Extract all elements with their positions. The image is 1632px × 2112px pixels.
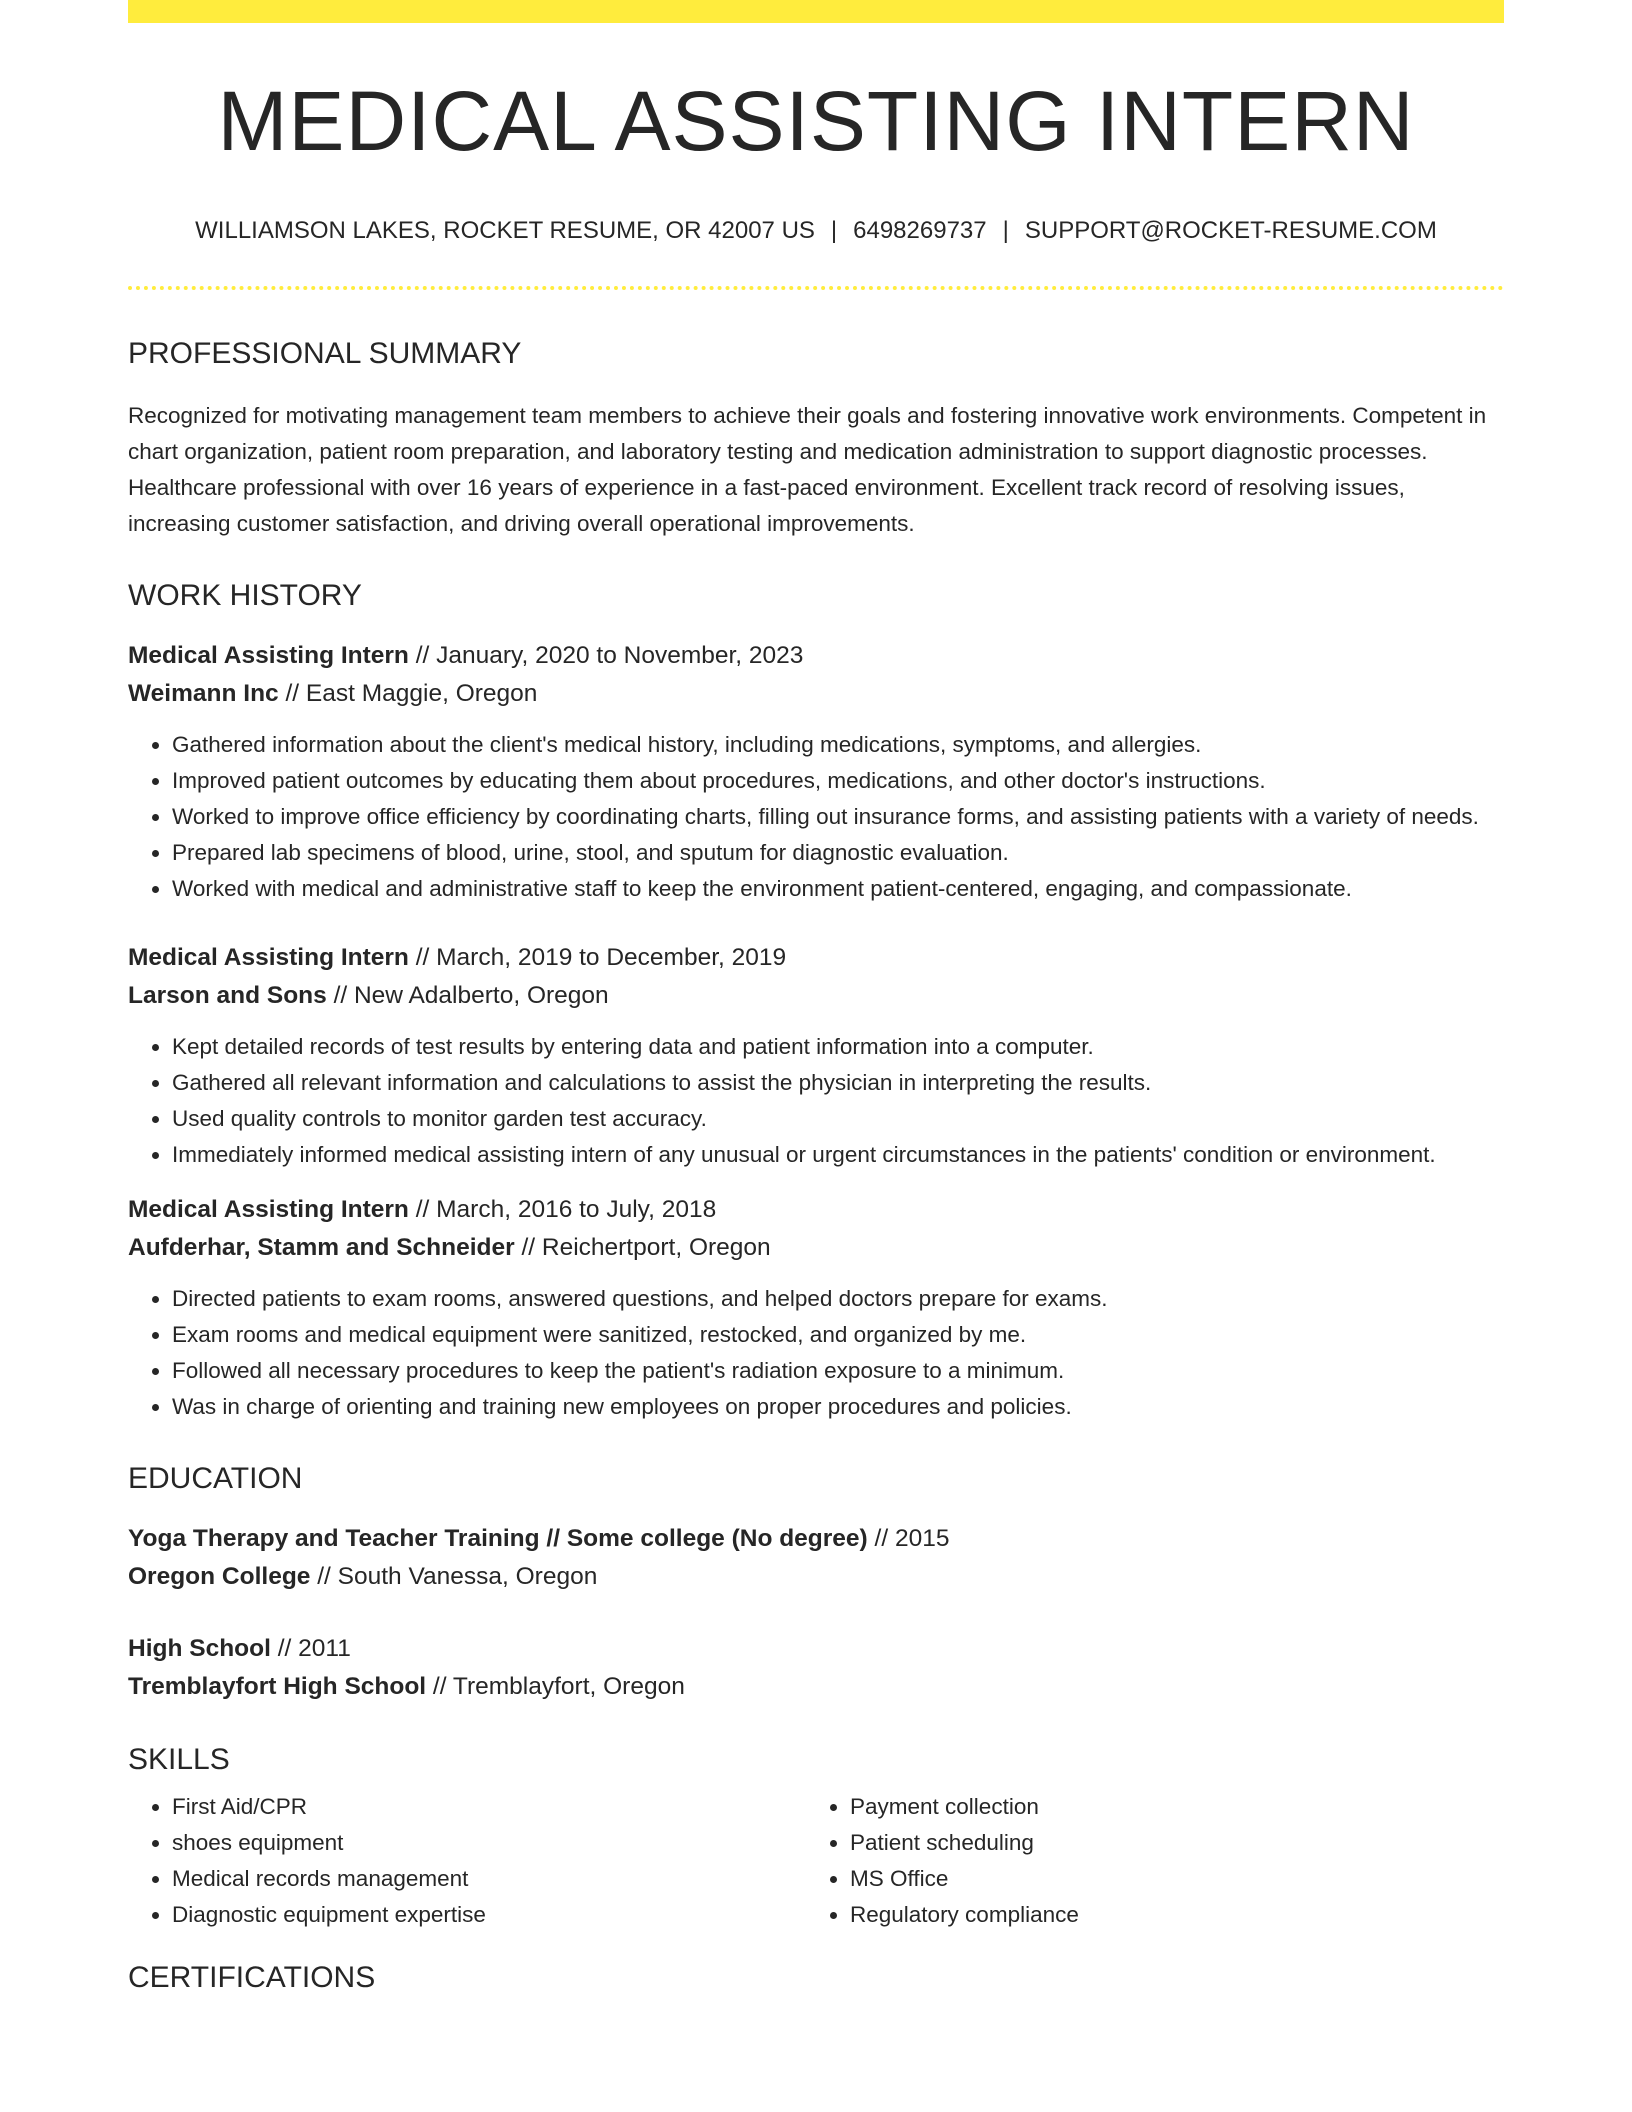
education-school: Tremblayfort High School <box>128 1672 427 1700</box>
job-bullets <box>128 1029 1504 1173</box>
job-title-line <box>128 637 1504 675</box>
education-year: // 2015 <box>867 1524 950 1552</box>
job-bullet: • Exam rooms and medical equipment were sanitized, restocked, and organized by me. <box>172 1317 1504 1353</box>
job-bullets <box>128 1281 1504 1425</box>
job-bullet: • Followed all necessary procedures to keep the patient's radiation exposure to a minimum. <box>172 1353 1504 1389</box>
education-school-line <box>128 1668 1504 1706</box>
job-entry <box>128 1191 1504 1425</box>
job-company-line <box>128 977 1504 1015</box>
job-bullet: • Worked to improve office efficiency by coordinating charts, filling out insurance forms, and assisting patients with a variety of needs. <box>172 799 1504 835</box>
job-bullet: • Improved patient outcomes by educating them about procedures, medications, and other doctor's instructions. <box>172 763 1504 799</box>
job-title: Medical Assisting Intern <box>128 1195 409 1223</box>
top-accent-bar <box>128 0 1504 23</box>
education-school: Oregon College <box>128 1562 311 1590</box>
education-year: // 2011 <box>270 1634 351 1662</box>
education-entry <box>128 1630 1504 1706</box>
job-location: // New Adalberto, Oregon <box>326 981 609 1009</box>
skill-item: • Diagnostic equipment expertise <box>172 1897 806 1933</box>
job-title: Medical Assisting Intern <box>128 641 409 669</box>
job-location: // East Maggie, Oregon <box>278 679 538 707</box>
job-bullet: • Directed patients to exam rooms, answered questions, and helped doctors prepare for exams. <box>172 1281 1504 1317</box>
job-company: Aufderhar, Stamm and Schneider <box>128 1233 515 1261</box>
contact-phone: 6498269737 <box>853 217 987 244</box>
job-company: Weimann Inc <box>128 679 279 707</box>
skills-grid <box>128 1789 1504 1933</box>
resume-title: MEDICAL ASSISTING INTERN <box>217 74 1415 168</box>
job-bullet: • Was in charge of orienting and training new employees on proper procedures and policies. <box>172 1389 1504 1425</box>
job-bullet: • Gathered all relevant information and calculations to assist the physician in interpreting the results. <box>172 1065 1504 1101</box>
skill-item: • shoes equipment <box>172 1825 806 1861</box>
education-location: // Tremblayfort, Oregon <box>426 1672 685 1700</box>
job-entry <box>128 637 1504 907</box>
skill-item: • Medical records management <box>172 1861 806 1897</box>
education-degree-line <box>128 1630 1504 1668</box>
job-bullet: • Kept detailed records of test results by entering data and patient information into a computer. <box>172 1029 1504 1065</box>
skill-item: • Payment collection <box>850 1789 1484 1825</box>
job-dates: // January, 2020 to November, 2023 <box>408 641 804 669</box>
skills-column-right <box>806 1789 1484 1933</box>
job-bullet: • Immediately informed medical assisting intern of any unusual or urgent circumstances in the patients' condition or environment. <box>172 1137 1504 1173</box>
education-degree: Yoga Therapy and Teacher Training // Some college (No degree) <box>128 1524 868 1552</box>
education-heading: EDUCATION <box>128 1461 303 1495</box>
skills-column-left <box>128 1789 806 1933</box>
skill-item: • MS Office <box>850 1861 1484 1897</box>
job-dates: // March, 2016 to July, 2018 <box>408 1195 717 1223</box>
skill-item: • Regulatory compliance <box>850 1897 1484 1933</box>
contact-address: WILLIAMSON LAKES, ROCKET RESUME, OR 42007 US <box>195 217 815 244</box>
job-dates: // March, 2019 to December, 2019 <box>408 943 787 971</box>
job-title-line <box>128 939 1504 977</box>
education-entry <box>128 1520 1504 1596</box>
job-bullet: • Worked with medical and administrative staff to keep the environment patient-centered, engaging, and compassionate. <box>172 871 1504 907</box>
education-degree: High School <box>128 1634 271 1662</box>
education-location: // South Vanessa, Oregon <box>310 1562 598 1590</box>
contact-separator: | <box>1002 217 1009 244</box>
job-bullet: • Prepared lab specimens of blood, urine, stool, and sputum for diagnostic evaluation. <box>172 835 1504 871</box>
job-bullet: • Gathered information about the client's medical history, including medications, symptoms, and allergies. <box>172 727 1504 763</box>
job-title-line <box>128 1191 1504 1229</box>
job-bullet: • Used quality controls to monitor garden test accuracy. <box>172 1101 1504 1137</box>
job-company-line <box>128 675 1504 713</box>
contact-separator: | <box>830 217 838 244</box>
work-history-heading: WORK HISTORY <box>128 578 362 612</box>
job-company-line <box>128 1229 1504 1267</box>
job-title: Medical Assisting Intern <box>128 943 409 971</box>
skill-item: • First Aid/CPR <box>172 1789 806 1825</box>
resume-page <box>128 0 1504 2112</box>
contact-line <box>128 217 1504 246</box>
skill-item: • Patient scheduling <box>850 1825 1484 1861</box>
education-degree-line <box>128 1520 1504 1558</box>
job-entry <box>128 939 1504 1173</box>
skills-heading: SKILLS <box>128 1742 230 1776</box>
job-company: Larson and Sons <box>128 981 327 1009</box>
summary-heading: PROFESSIONAL SUMMARY <box>128 336 522 370</box>
certifications-heading: CERTIFICATIONS <box>128 1960 376 1994</box>
job-bullets <box>128 727 1504 907</box>
education-school-line <box>128 1558 1504 1596</box>
education-list <box>128 1520 1504 1706</box>
job-location: // Reichertport, Oregon <box>514 1233 771 1261</box>
summary-text: Recognized for motivating management team members to achieve their goals and fostering innovative work environments. Competent in chart organization, patient room preparation, and laboratory testing and medication administration to support diagnostic processes. Healthcare professional with over 16 years of experience in a fast-paced environment. Excellent track record of resolving issues, increasing customer satisfaction, and driving overall operational improvements. <box>128 402 1487 536</box>
dotted-divider <box>128 286 1504 290</box>
contact-email: SUPPORT@ROCKET-RESUME.COM <box>1024 217 1437 244</box>
